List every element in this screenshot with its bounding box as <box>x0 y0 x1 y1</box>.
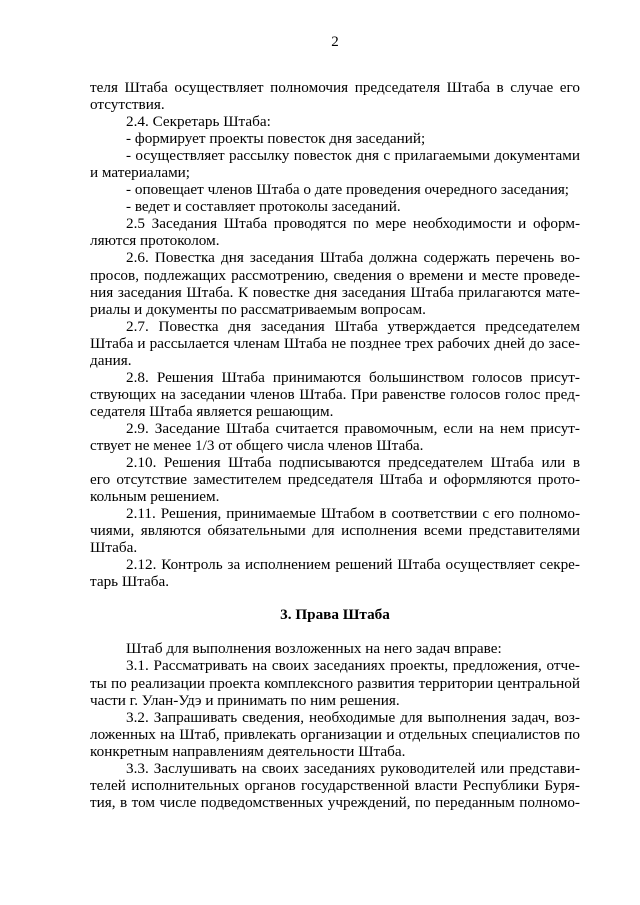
text-line: отсутствия. <box>90 96 165 114</box>
text-line: тия, в том числе подведомственных учреждений, по переданным полномо- <box>90 793 580 811</box>
text-line: ложенных на Штаб, привлекать организации и отдельных специалистов по <box>90 725 580 743</box>
text-line: седателя Штаба является решающим. <box>90 402 334 420</box>
text-line: телей исполнительных органов государственной власти Республики Буря- <box>90 776 580 794</box>
text-line: Штаба. <box>90 539 138 557</box>
section-3-body <box>90 640 580 810</box>
text-line: 2.8. Решения Штаба принимаются большинством голосов присут- <box>126 368 580 386</box>
text-line: Штаба и рассылается членам Штаба не позднее трех рабочих дней до засе- <box>90 334 580 352</box>
text-line: ния заседания Штаба. К повестке дня заседания Штаба прилагаются мате- <box>90 283 580 301</box>
text-line: - осуществляет рассылку повесток дня с прилагаемыми документами <box>126 147 580 165</box>
text-line: ты по реализации проекта комплексного развития территории центральной <box>90 674 580 692</box>
text-line: и материалами; <box>90 164 191 182</box>
text-line: Штаб для выполнения возложенных на него задач вправе: <box>126 640 502 658</box>
text-line: 2.11. Решения, принимаемые Штабом в соответствии с его полномо- <box>126 505 580 523</box>
section-3-title: 3. Права Штаба <box>280 606 390 624</box>
section-2-body <box>90 79 580 590</box>
page-number: 2 <box>331 34 339 50</box>
text-line: 2.10. Решения Штаба подписываются председателем Штаба или в <box>126 454 580 472</box>
text-line: ствует не менее 1/3 от общего числа членов Штаба. <box>90 436 424 454</box>
text-line: 3.1. Рассматривать на своих заседаниях проекты, предложения, отче- <box>126 657 580 675</box>
text-line: 3.3. Заслушивать на своих заседаниях руководителей или представи- <box>126 759 580 777</box>
text-line: 2.12. Контроль за исполнением решений Штаба осуществляет секре- <box>126 556 580 574</box>
text-line: теля Штаба осуществляет полномочия председателя Штаба в случае его <box>90 79 580 96</box>
text-line: 2.9. Заседание Штаба считается правомочным, если на нем присут- <box>126 419 580 437</box>
text-line: дания. <box>90 351 132 369</box>
text-line: 2.6. Повестка дня заседания Штаба должна содержать перечень во- <box>126 249 580 267</box>
text-line: чиями, являются обязательными для исполнения всеми представителями <box>90 522 580 540</box>
text-line: 2.4. Секретарь Штаба: <box>126 113 271 131</box>
text-line: части г. Улан-Удэ и принимать по ним решения. <box>90 691 400 709</box>
text-line: ляются протоколом. <box>90 232 220 250</box>
text-line: - оповещает членов Штаба о дате проведения очередного заседания; <box>126 181 570 199</box>
text-line: риалы и документы по рассматриваемым вопросам. <box>90 300 426 318</box>
text-line: - формирует проекты повесток дня заседаний; <box>126 130 426 148</box>
text-line: - ведет и составляет протоколы заседаний. <box>126 198 401 216</box>
text-line: 3.2. Запрашивать сведения, необходимые для выполнения задач, воз- <box>126 708 580 726</box>
text-line: 2.7. Повестка дня заседания Штаба утверждается председателем <box>126 317 580 335</box>
text-line: ствующих на заседании членов Штаба. При равенстве голосов голос пред- <box>90 385 580 403</box>
text-line: конкретным направлениям деятельности Штаба. <box>90 742 406 760</box>
text-line: 2.5 Заседания Штаба проводятся по мере необходимости и оформ- <box>126 215 580 233</box>
text-line: его отсутствие заместителем председателя Штаба и оформляются прото- <box>90 471 580 489</box>
text-line: кольным решением. <box>90 488 220 506</box>
text-line: тарь Штаба. <box>90 573 170 591</box>
document-page <box>90 33 580 811</box>
text-line: просов, подлежащих рассмотрению, сведения о времени и месте проведе- <box>90 266 580 284</box>
